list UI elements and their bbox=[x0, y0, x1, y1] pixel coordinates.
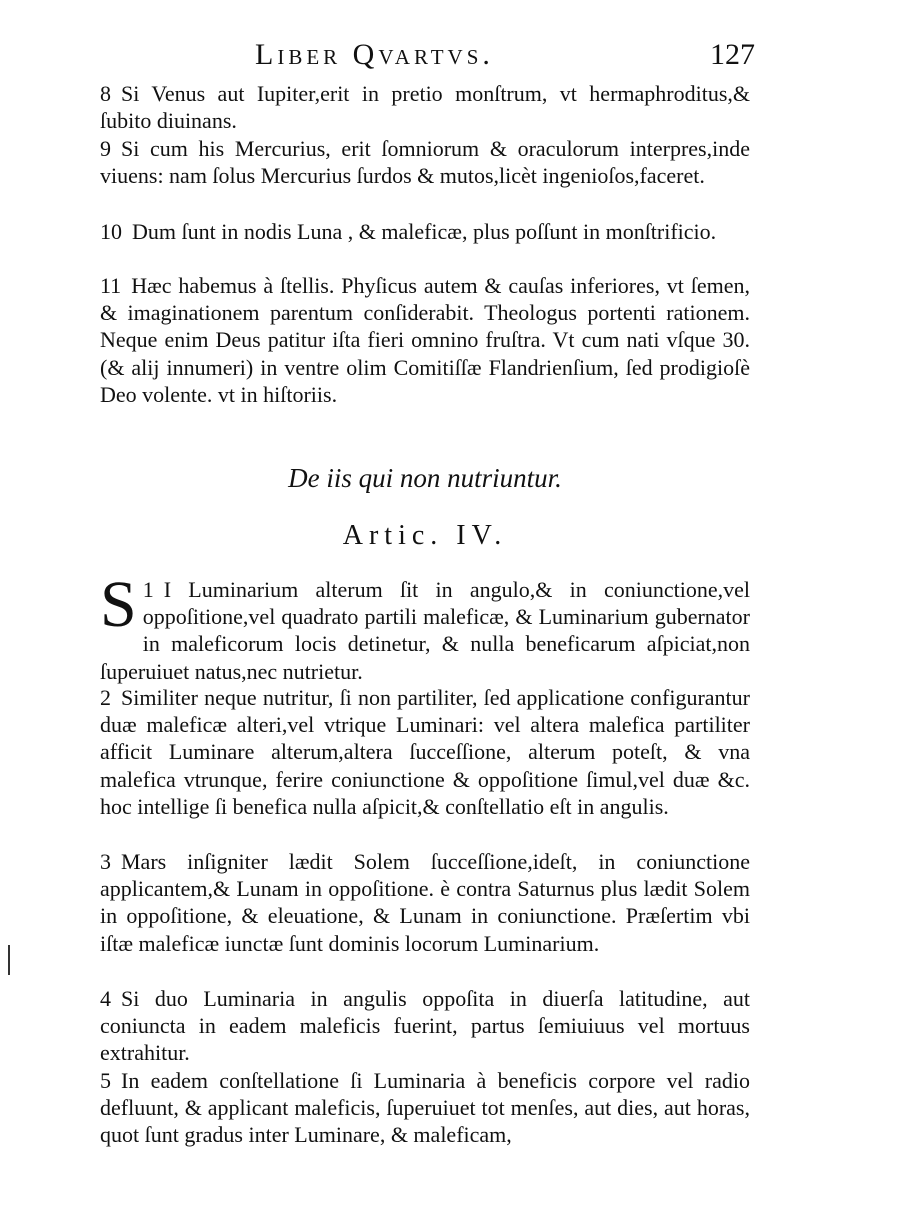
article-paragraph-3 bbox=[100, 848, 750, 957]
article-paragraph-4 bbox=[100, 985, 750, 1067]
margin-ink-mark bbox=[8, 945, 10, 975]
paragraph-number: 10 bbox=[100, 219, 122, 244]
paragraph-text: I Luminarium alterum ſit in angulo,& in coniunctione,vel oppoſitione,vel quadrato partili maleficæ, & Luminarium gubernator in maleficorum locis detinetur, & nulla beneficarum aſpiciat,non ſuperuiuet natus,nec nutrietur. bbox=[100, 577, 750, 684]
paragraph-text: Dum ſunt in nodis Luna , & maleficæ, plus poſſunt in monſtrificio. bbox=[132, 219, 717, 244]
paragraph-number: 11 bbox=[100, 273, 122, 298]
paragraph-text: Si Venus aut Iupiter,erit in pretio monſtrum, vt hermaphroditus,& ſubito diuinans. bbox=[100, 81, 750, 134]
article-paragraph-5 bbox=[100, 1067, 750, 1149]
paragraph-number: 1 bbox=[142, 577, 154, 602]
paragraph-number: 2 bbox=[100, 685, 111, 710]
article-paragraph-2 bbox=[100, 684, 750, 820]
paragraph-10 bbox=[100, 218, 750, 245]
section-heading: De iis qui non nutriuntur. bbox=[288, 463, 562, 493]
article-heading: Artic. IV. bbox=[342, 520, 508, 551]
paragraph-8 bbox=[100, 80, 750, 134]
paragraph-number: 8 bbox=[100, 81, 111, 106]
paragraph-text: In eadem conſtellatione ſi Luminaria à beneficis corpore vel radio defluunt, & applicant maleficis, ſuperuiuet tot menſes, aut dies, aut horas, quot ſunt gradus inter Luminare, & maleficam, bbox=[100, 1068, 750, 1148]
page-number: 127 bbox=[710, 38, 755, 71]
paragraph-text: Si duo Luminaria in angulis oppoſita in diuerſa latitudine, aut coniuncta in eadem maleficis fuerint, partus ſemiuiuus vel mortuus extrahitur. bbox=[100, 986, 750, 1066]
paragraph-text: Si cum his Mercurius, erit ſomniorum & oraculorum interpres,inde viuens: nam ſolus Mercurius ſurdos & mutos,licèt ingenioſos,faceret. bbox=[100, 136, 750, 189]
paragraph-number: 5 bbox=[100, 1068, 111, 1093]
paragraph-number: 9 bbox=[100, 136, 111, 161]
paragraph-text: Hæc habemus à ſtellis. Phyſicus autem & cauſas inferiores, vt ſemen, & imaginationem parentum conſiderabit. Theologus portenti rationem. Neque enim Deus patitur iſta fieri omnino fruſtra. Vt cum nati vſque 30. (& alij innumeri) in ventre olim Comitiſſæ Flandrienſium, ſed prodigioſè Deo volente. vt in hiſtoriis. bbox=[100, 273, 750, 407]
paragraph-9 bbox=[100, 135, 750, 189]
running-title: Liber Qvartvs. bbox=[255, 38, 494, 71]
running-header bbox=[95, 38, 755, 78]
paragraph-number: 3 bbox=[100, 849, 111, 874]
drop-cap: S bbox=[100, 568, 137, 641]
article-paragraph-1 bbox=[100, 568, 750, 685]
paragraph-11 bbox=[100, 272, 750, 408]
paragraph-number: 4 bbox=[100, 986, 111, 1011]
paragraph-text: Mars inſigniter lædit Solem ſucceſſione,ideſt, in coniunctione applicantem,& Lunam in oppoſitione. è contra Saturnus plus lædit Solem in oppoſitione, & eleuatione, & Lunam in coniunctione. Præſertim vbi iſtæ maleficæ iunctæ ſunt dominis locorum Luminarium. bbox=[100, 849, 750, 956]
paragraph-text: Similiter neque nutritur, ſi non partiliter, ſed applicatione configurantur duæ maleficæ alteri,vel vtrique Luminari: vel altera malefica partiliter afficit Luminare alterum,altera ſucceſſione, alterum poteſt, & vna malefica vtrunque, ferire coniunctione & oppoſitione ſimul,vel duæ &c. hoc intellige ſi benefica nulla aſpicit,& conſtellatio eſt in angulis. bbox=[100, 685, 750, 819]
